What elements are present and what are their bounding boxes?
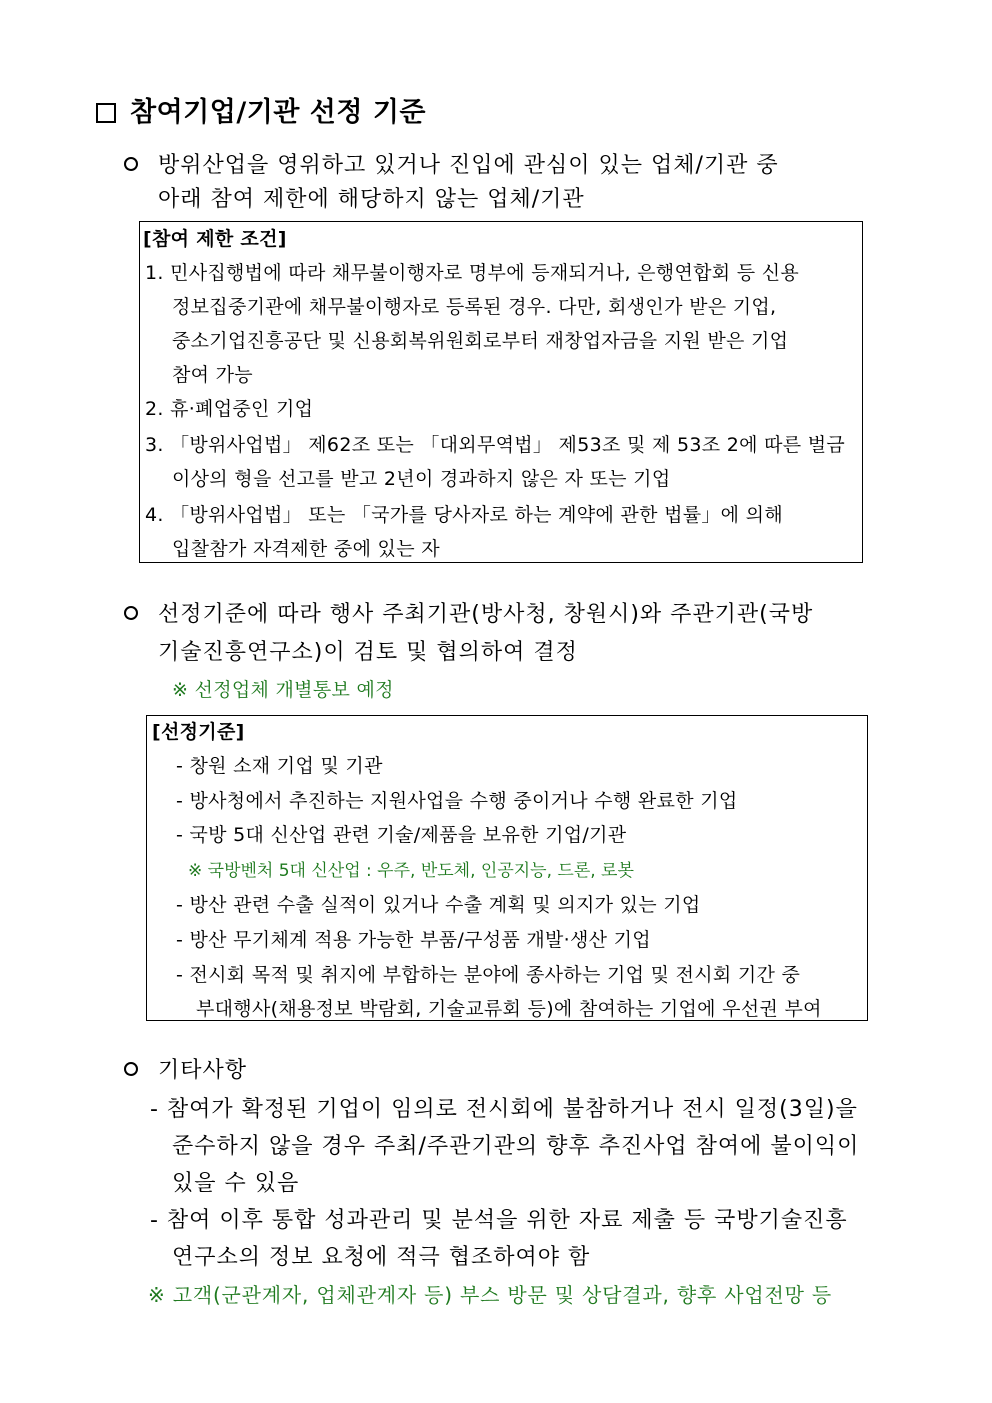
page-title-text: 참여기업/기관 선정 기준	[130, 97, 426, 128]
section3-line: 연구소의 정보 요청에 적극 협조하여야 함	[172, 1245, 591, 1270]
criteria-item: - 방사청에서 추진하는 지원사업을 수행 중이거나 수행 완료한 기업	[176, 790, 738, 812]
criteria-note: ※ 국방벤처 5대 신산업 : 우주, 반도체, 인공지능, 드론, 로봇	[188, 861, 634, 881]
criteria-item: - 방산 무기체계 적용 가능한 부품/구성품 개발·생산 기업	[176, 929, 651, 951]
restriction-item: 정보집중기관에 채무불이행자로 등록된 경우. 다만, 회생인가 받은 기업,	[172, 296, 777, 318]
restriction-item: 3. 「방위사업법」 제62조 또는 「대외무역법」 제53조 및 제 53조 2에 따른 벌금	[145, 434, 846, 456]
restriction-item: 2. 휴·폐업중인 기업	[145, 398, 314, 420]
section1-line: 아래 참여 제한에 해당하지 않는 업체/기관	[158, 187, 585, 212]
restriction-item: 1. 민사집행법에 따라 채무불이행자로 명부에 등재되거나, 은행연합회 등 신용	[145, 262, 800, 284]
section2-note: ※ 선정업체 개별통보 예정	[172, 679, 394, 701]
criteria-box-header: [선정기준]	[152, 721, 245, 743]
restriction-item: 4. 「방위사업법」 또는 「국가를 당사자로 하는 계약에 관한 법률」에 의해	[145, 504, 783, 526]
restriction-item: 입찰참가 자격제한 중에 있는 자	[172, 538, 440, 560]
restriction-box-header: [참여 제한 조건]	[143, 228, 287, 250]
section2-line: 기술진흥연구소)이 검토 및 협의하여 결정	[158, 640, 578, 665]
restriction-item: 참여 가능	[172, 364, 253, 386]
restriction-item: 중소기업진흥공단 및 신용회복위원회로부터 재창업자금을 지원 받은 기업	[172, 330, 789, 352]
section3-note: ※ 고객(군관계자, 업체관계자 등) 부스 방문 및 상담결과, 향후 사업전망 등	[148, 1283, 833, 1307]
section2-line: 선정기준에 따라 행사 주최기관(방사청, 창원시)와 주관기관(국방	[158, 602, 814, 627]
criteria-item: 부대행사(채용정보 박람회, 기술교류회 등)에 참여하는 기업에 우선권 부여	[196, 998, 822, 1020]
section3-line: 있을 수 있음	[172, 1171, 300, 1196]
criteria-item: - 국방 5대 신산업 관련 기술/제품을 보유한 기업/기관	[176, 824, 627, 846]
criteria-item: - 창원 소재 기업 및 기관	[176, 755, 383, 777]
section1-line: 방위산업을 영위하고 있거나 진입에 관심이 있는 업체/기관 중	[158, 153, 779, 178]
bullet-circle-icon	[124, 157, 138, 171]
section3-line: 준수하지 않을 경우 주최/주관기관의 향후 추진사업 참여에 불이익이	[172, 1134, 860, 1159]
restriction-item: 이상의 형을 선고를 받고 2년이 경과하지 않은 자 또는 기업	[172, 468, 671, 490]
bullet-circle-icon	[124, 606, 138, 620]
section3-line: - 참여가 확정된 기업이 임의로 전시회에 불참하거나 전시 일정(3일)을	[150, 1097, 858, 1122]
page-title	[96, 90, 426, 129]
criteria-item: - 방산 관련 수출 실적이 있거나 수출 계획 및 의지가 있는 기업	[176, 894, 701, 916]
bullet-circle-icon	[124, 1062, 138, 1076]
section3-heading: 기타사항	[158, 1058, 248, 1083]
section3-line: - 참여 이후 통합 성과관리 및 분석을 위한 자료 제출 등 국방기술진흥	[150, 1208, 848, 1233]
checkbox-square-icon	[96, 103, 116, 123]
criteria-item: - 전시회 목적 및 취지에 부합하는 분야에 종사하는 기업 및 전시회 기간 중	[176, 964, 801, 986]
